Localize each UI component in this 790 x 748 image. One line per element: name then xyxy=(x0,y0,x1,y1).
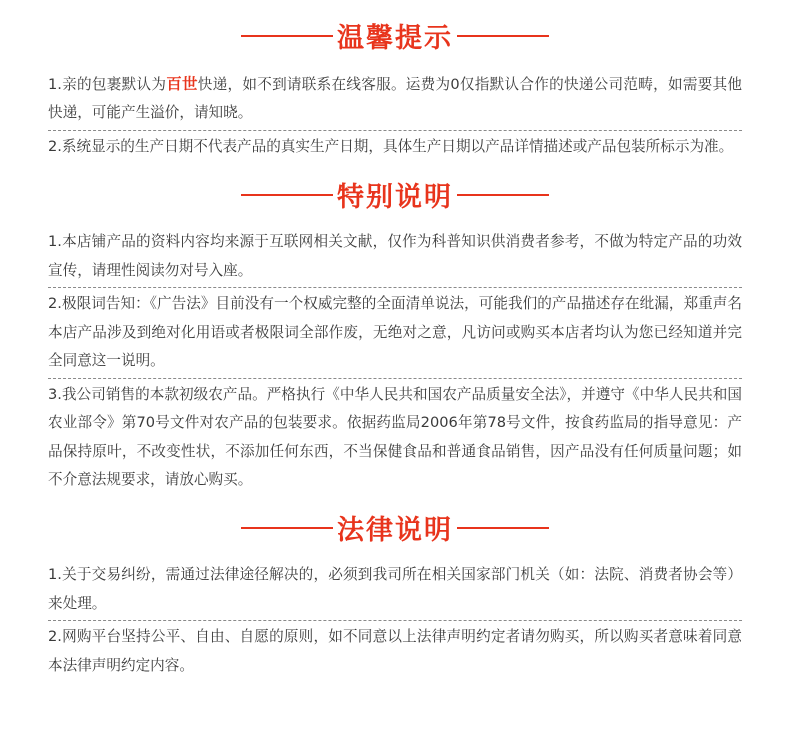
heading-rule-left xyxy=(241,527,333,529)
paragraph-tip-1 xyxy=(48,69,742,128)
section-heading-warm-tips xyxy=(48,0,742,55)
spacer xyxy=(48,547,742,561)
paragraph-notice-3: 3.我公司销售的本款初级农产品。严格执行《中华人民共和国农产品质量安全法》，并遵守《中华人民共和国农业部令》第70号文件对农产品的包装要求。依据药监局2006年第78号文件，按食药监局的指导意见：产品保持原叶，不改变性状，不添加任何东西，不当保健食品和普通食品销售，因产品没有任何质量问题；如不介意法规要求，请放心购买。 xyxy=(48,385,742,488)
paragraph-tip-2: 2.系统显示的生产日期不代表产品的真实生产日期，具体生产日期以产品详情描述或产品包装所标示为准。 xyxy=(48,137,734,155)
heading-rule-right xyxy=(457,35,549,37)
section-heading-text: 温馨提示 xyxy=(337,23,453,54)
section-heading-text: 法律说明 xyxy=(337,515,453,547)
tip-1-emphasis: 百世 xyxy=(166,75,198,93)
paragraph-notice-2: 2.极限词告知：《广告法》目前没有一个权威完整的全面清单说法，可能我们的产品描述存在纰漏，郑重声名本店产品涉及到绝对化用语或者极限词全部作废，无绝对之意，凡访问或购买本店者均认为您已经知道并完全同意这一说明。 xyxy=(48,295,742,370)
section-heading-text: 特别说明 xyxy=(337,182,453,214)
dashed-divider xyxy=(48,130,742,131)
paragraph-legal-2: 2.网购平台坚持公平、自由、自愿的原则，如不同意以上法律声明约定者请勿购买，所以购买者意味着同意本法律声明约定内容。 xyxy=(48,628,742,674)
heading-rule-left xyxy=(241,194,333,196)
heading-rule-right xyxy=(457,194,549,196)
tip-1-lead: 1.亲的包裹默认为 xyxy=(48,76,167,93)
dashed-divider xyxy=(48,287,742,288)
paragraph-notice-1: 1.本店铺产品的资料内容均来源于互联网相关文献，仅作为科普知识供消费者参考，不做为特定产品的功效宣传，请理性阅读勿对号入座。 xyxy=(48,233,742,279)
heading-rule-left xyxy=(241,35,333,37)
dashed-divider xyxy=(48,378,742,379)
tip-1-rest: 快递，如不到请联系在线客服。运费为0仅指默认合作的快递公司范畴，如需要其他快递，可能产生溢价，请知晓。 xyxy=(48,76,742,122)
spacer xyxy=(48,55,742,69)
spacer xyxy=(48,214,742,228)
paragraph-legal-1: 1.关于交易纠纷，需通过法律途径解决的，必须到我司所在相关国家部门机关（如：法院、消费者协会等）来处理。 xyxy=(48,566,742,612)
section-heading-legal-notice xyxy=(48,494,742,547)
heading-rule-right xyxy=(457,527,549,529)
dashed-divider xyxy=(48,620,742,621)
section-heading-special-notice xyxy=(48,161,742,214)
